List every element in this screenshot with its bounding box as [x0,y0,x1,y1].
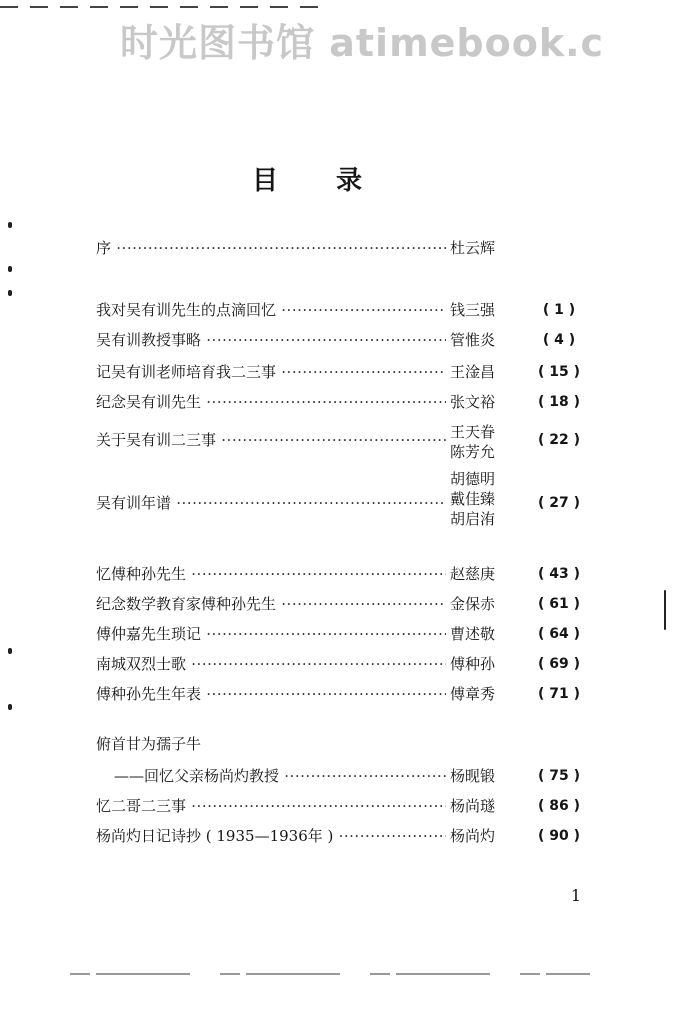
entry-author: 杨尚灼 [450,826,516,846]
entry-page: ( 43 ) [537,566,581,582]
entry-author: 金保赤 [450,594,516,614]
entry-title: 俯首甘为孺子牛 [96,735,202,753]
entry-author: 管惟炎 [450,330,516,350]
entry-author: 胡德明 戴佳臻 胡启洧 [450,469,516,529]
entry-page: ( 27 ) [537,495,581,511]
entry-title: 南城双烈士歌 ····· [96,654,446,674]
entry-author: 曹述敬 [450,624,516,644]
entry-author: 杜云辉 [450,238,516,258]
entry-author: 傅种孙 [450,654,516,674]
entry-author: 王天眷 陈芳允 [450,422,516,462]
entry-title: 记吴有训老师培育我二三事 ····· [96,362,446,382]
scan-speck [8,290,12,296]
scan-speck [664,590,666,630]
entry-author: 钱三强 [450,300,516,320]
entry-author: 杨𬀪锻 [450,766,516,786]
entry-title: ——回忆父亲杨尚灼教授 ····· [114,766,446,786]
entry-page: ( 69 ) [537,656,581,672]
entry-page: ( 64 ) [537,626,581,642]
scan-speck [8,266,12,272]
entry-author: 傅章秀 [450,684,516,704]
entry-page: ( 86 ) [537,798,581,814]
scan-speck [8,222,12,228]
entry-author: 张文裕 [450,392,516,412]
entry-page: ( 71 ) [537,686,581,702]
entry-title: 关于吴有训二三事 ····· [96,430,446,450]
entry-page: ( 1 ) [542,302,576,318]
entry-page: ( 18 ) [537,394,581,410]
entry-page: ( 61 ) [537,596,581,612]
scan-speck [8,648,12,654]
entry-author: 王淦昌 [450,362,516,382]
entry-title: 忆二哥二三事 ····· [96,796,446,816]
entry-title: 我对吴有训先生的点滴回忆 ····· [96,300,446,320]
entry-page: ( 90 ) [537,828,581,844]
entry-page: ( 4 ) [542,332,576,348]
entry-title: 吴有训年谱 ····· [96,493,446,513]
entry-title: 傅种孙先生年表 ····· [96,684,446,704]
entry-author: 杨尚璲 [450,796,516,816]
entry-title: 傅仲嘉先生琐记 ····· [96,624,446,644]
entry-title: 序 ····· [96,238,446,258]
entry-title: 杨尚灼日记诗抄 ( 1935—1936年 ) ····· [96,826,446,846]
page-number: 1 [570,886,582,905]
entry-page: ( 75 ) [537,768,581,784]
entry-page: ( 15 ) [537,364,581,380]
entry-author: 赵慈庚 [450,564,516,584]
watermark: 时光图书馆 atimebook.c [120,21,605,62]
page-title: 目录 [252,166,421,196]
entry-title: 吴有训教授事略 ····· [96,330,446,350]
scan-speck [8,704,12,710]
entry-title: 忆傅种孙先生 ····· [96,564,446,584]
entry-page: ( 22 ) [537,432,581,448]
entry-title: 纪念数学教育家傅种孙先生 ····· [96,594,446,614]
entry-title: 纪念吴有训先生 ····· [96,392,446,412]
